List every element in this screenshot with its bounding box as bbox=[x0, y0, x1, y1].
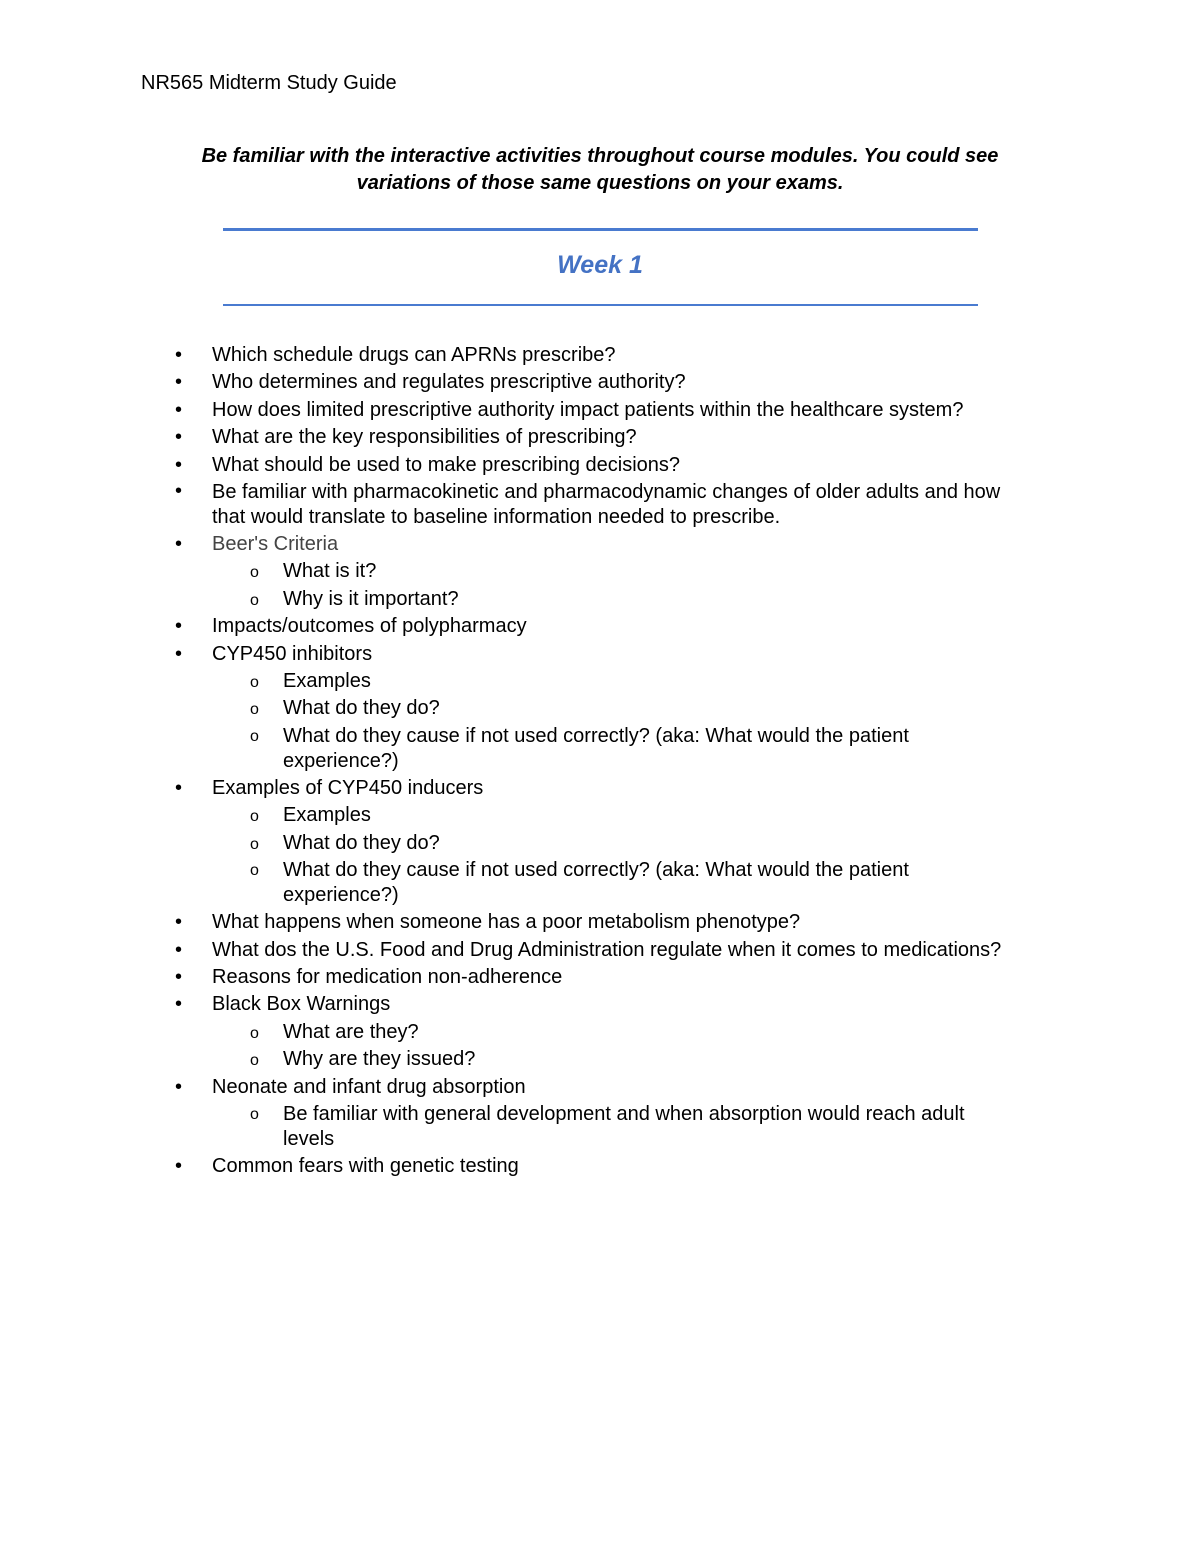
list-item bbox=[0, 613, 1032, 640]
sub-list-item bbox=[212, 1019, 973, 1046]
sub-list-item-text: Be familiar with general development and when absorption would reach adult levels bbox=[283, 1102, 965, 1150]
list-item bbox=[0, 991, 1032, 1073]
document-header: NR565 Midterm Study Guide bbox=[141, 72, 397, 94]
sub-list-item-text: Why are they issued? bbox=[283, 1048, 476, 1071]
bullet-icon: • bbox=[175, 480, 183, 503]
bullet-icon: • bbox=[175, 371, 183, 394]
list-item bbox=[0, 909, 1032, 936]
sub-bullet-icon: o bbox=[250, 1105, 259, 1123]
bullet-icon: • bbox=[175, 938, 183, 961]
sub-list-item-text: What do they cause if not used correctly? (aka: What would the patient experience?) bbox=[283, 724, 909, 772]
bullet-icon: • bbox=[175, 533, 183, 556]
list-item-text: Examples of CYP450 inducers bbox=[212, 776, 484, 799]
list-item-text: What dos the U.S. Food and Drug Administration regulate when it comes to medications? bbox=[212, 938, 1002, 961]
sub-list bbox=[212, 668, 1032, 775]
sub-bullet-icon: o bbox=[250, 564, 259, 582]
sub-bullet-icon: o bbox=[250, 1024, 259, 1042]
bullet-icon: • bbox=[175, 398, 183, 421]
list-item-text: Be familiar with pharmacokinetic and pharmacodynamic changes of older adults and how that would translate to baseline information needed to prescribe. bbox=[212, 481, 1001, 529]
sub-bullet-icon: o bbox=[250, 674, 259, 692]
list-item-text: How does limited prescriptive authority impact patients within the healthcare system? bbox=[212, 398, 964, 421]
list-item bbox=[0, 479, 1032, 531]
list-item-text: What should be used to make prescribing decisions? bbox=[212, 453, 681, 476]
sub-bullet-icon: o bbox=[250, 808, 259, 826]
sub-list-item-text: What are they? bbox=[283, 1020, 419, 1043]
list-item-text: Who determines and regulates prescriptive authority? bbox=[212, 371, 686, 394]
sub-list bbox=[212, 1019, 1032, 1074]
bullet-icon: • bbox=[175, 615, 183, 638]
bullet-icon: • bbox=[175, 426, 183, 449]
bullet-icon: • bbox=[175, 1075, 183, 1098]
list-item bbox=[0, 531, 1032, 613]
sub-list-item-text: What do they do? bbox=[283, 831, 440, 854]
sub-bullet-icon: o bbox=[250, 591, 259, 609]
list-item bbox=[0, 452, 1032, 479]
list-item bbox=[0, 342, 1032, 369]
sub-list-item bbox=[212, 1046, 973, 1073]
sub-list bbox=[212, 1101, 1032, 1153]
list-item bbox=[0, 424, 1032, 451]
sub-list-item-text: What do they cause if not used correctly? (aka: What would the patient experience?) bbox=[283, 859, 909, 907]
list-item bbox=[0, 775, 1032, 909]
list-item bbox=[0, 1153, 1032, 1180]
list-item-text: Beer's Criteria bbox=[212, 533, 339, 556]
sub-list-item bbox=[212, 668, 973, 695]
sub-bullet-icon: o bbox=[250, 835, 259, 853]
sub-list-item bbox=[212, 857, 973, 909]
sub-bullet-icon: o bbox=[250, 1052, 259, 1070]
sub-list-item bbox=[212, 558, 973, 585]
list-item-text: What are the key responsibilities of prescribing? bbox=[212, 426, 637, 449]
sub-list-item bbox=[212, 1101, 973, 1153]
sub-list-item-text: What do they do? bbox=[283, 697, 440, 720]
sub-list-item-text: What is it? bbox=[283, 560, 377, 583]
section-title: Week 1 bbox=[557, 251, 643, 279]
sub-list-item bbox=[212, 830, 973, 857]
sub-list-item bbox=[212, 695, 973, 722]
bullet-icon: • bbox=[175, 344, 183, 366]
sub-bullet-icon: o bbox=[250, 727, 259, 745]
sub-list-item-text: Why is it important? bbox=[283, 587, 459, 610]
list-item-text: Reasons for medication non-adherence bbox=[212, 965, 563, 988]
list-item-text: Impacts/outcomes of polypharmacy bbox=[212, 615, 527, 638]
bullet-icon: • bbox=[175, 965, 183, 988]
intro-instructions: Be familiar with the interactive activities throughout course modules. You could see variations of those same questions on your exams. bbox=[201, 145, 999, 194]
list-item bbox=[0, 1074, 1032, 1153]
bullet-icon: • bbox=[175, 642, 183, 665]
list-item bbox=[0, 397, 1032, 424]
bullet-icon: • bbox=[175, 993, 183, 1016]
sub-list-item bbox=[212, 802, 973, 829]
list-item-text: Which schedule drugs can APRNs prescribe? bbox=[212, 344, 616, 366]
study-question-list bbox=[0, 342, 1032, 1180]
list-item-text: Black Box Warnings bbox=[212, 993, 391, 1016]
list-item-text: Neonate and infant drug absorption bbox=[212, 1075, 526, 1098]
sub-list-item bbox=[212, 723, 973, 775]
list-item bbox=[0, 641, 1032, 775]
sub-list-item bbox=[212, 586, 973, 613]
divider-bottom bbox=[223, 304, 978, 306]
sub-list-item-text: Examples bbox=[283, 804, 371, 827]
bullet-icon: • bbox=[175, 453, 183, 476]
bullet-icon: • bbox=[175, 911, 183, 934]
list-item-text: What happens when someone has a poor metabolism phenotype? bbox=[212, 911, 801, 934]
sub-bullet-icon: o bbox=[250, 862, 259, 880]
bullet-icon: • bbox=[175, 776, 183, 799]
sub-list bbox=[212, 558, 1032, 613]
bullet-icon: • bbox=[175, 1154, 183, 1177]
list-item bbox=[0, 937, 1032, 964]
divider-top bbox=[223, 228, 978, 231]
list-item bbox=[0, 369, 1032, 396]
list-item bbox=[0, 964, 1032, 991]
sub-bullet-icon: o bbox=[250, 701, 259, 719]
sub-list bbox=[212, 802, 1032, 909]
sub-list-item-text: Examples bbox=[283, 670, 371, 693]
list-item-text: CYP450 inhibitors bbox=[212, 642, 373, 665]
list-item-text: Common fears with genetic testing bbox=[212, 1154, 519, 1177]
